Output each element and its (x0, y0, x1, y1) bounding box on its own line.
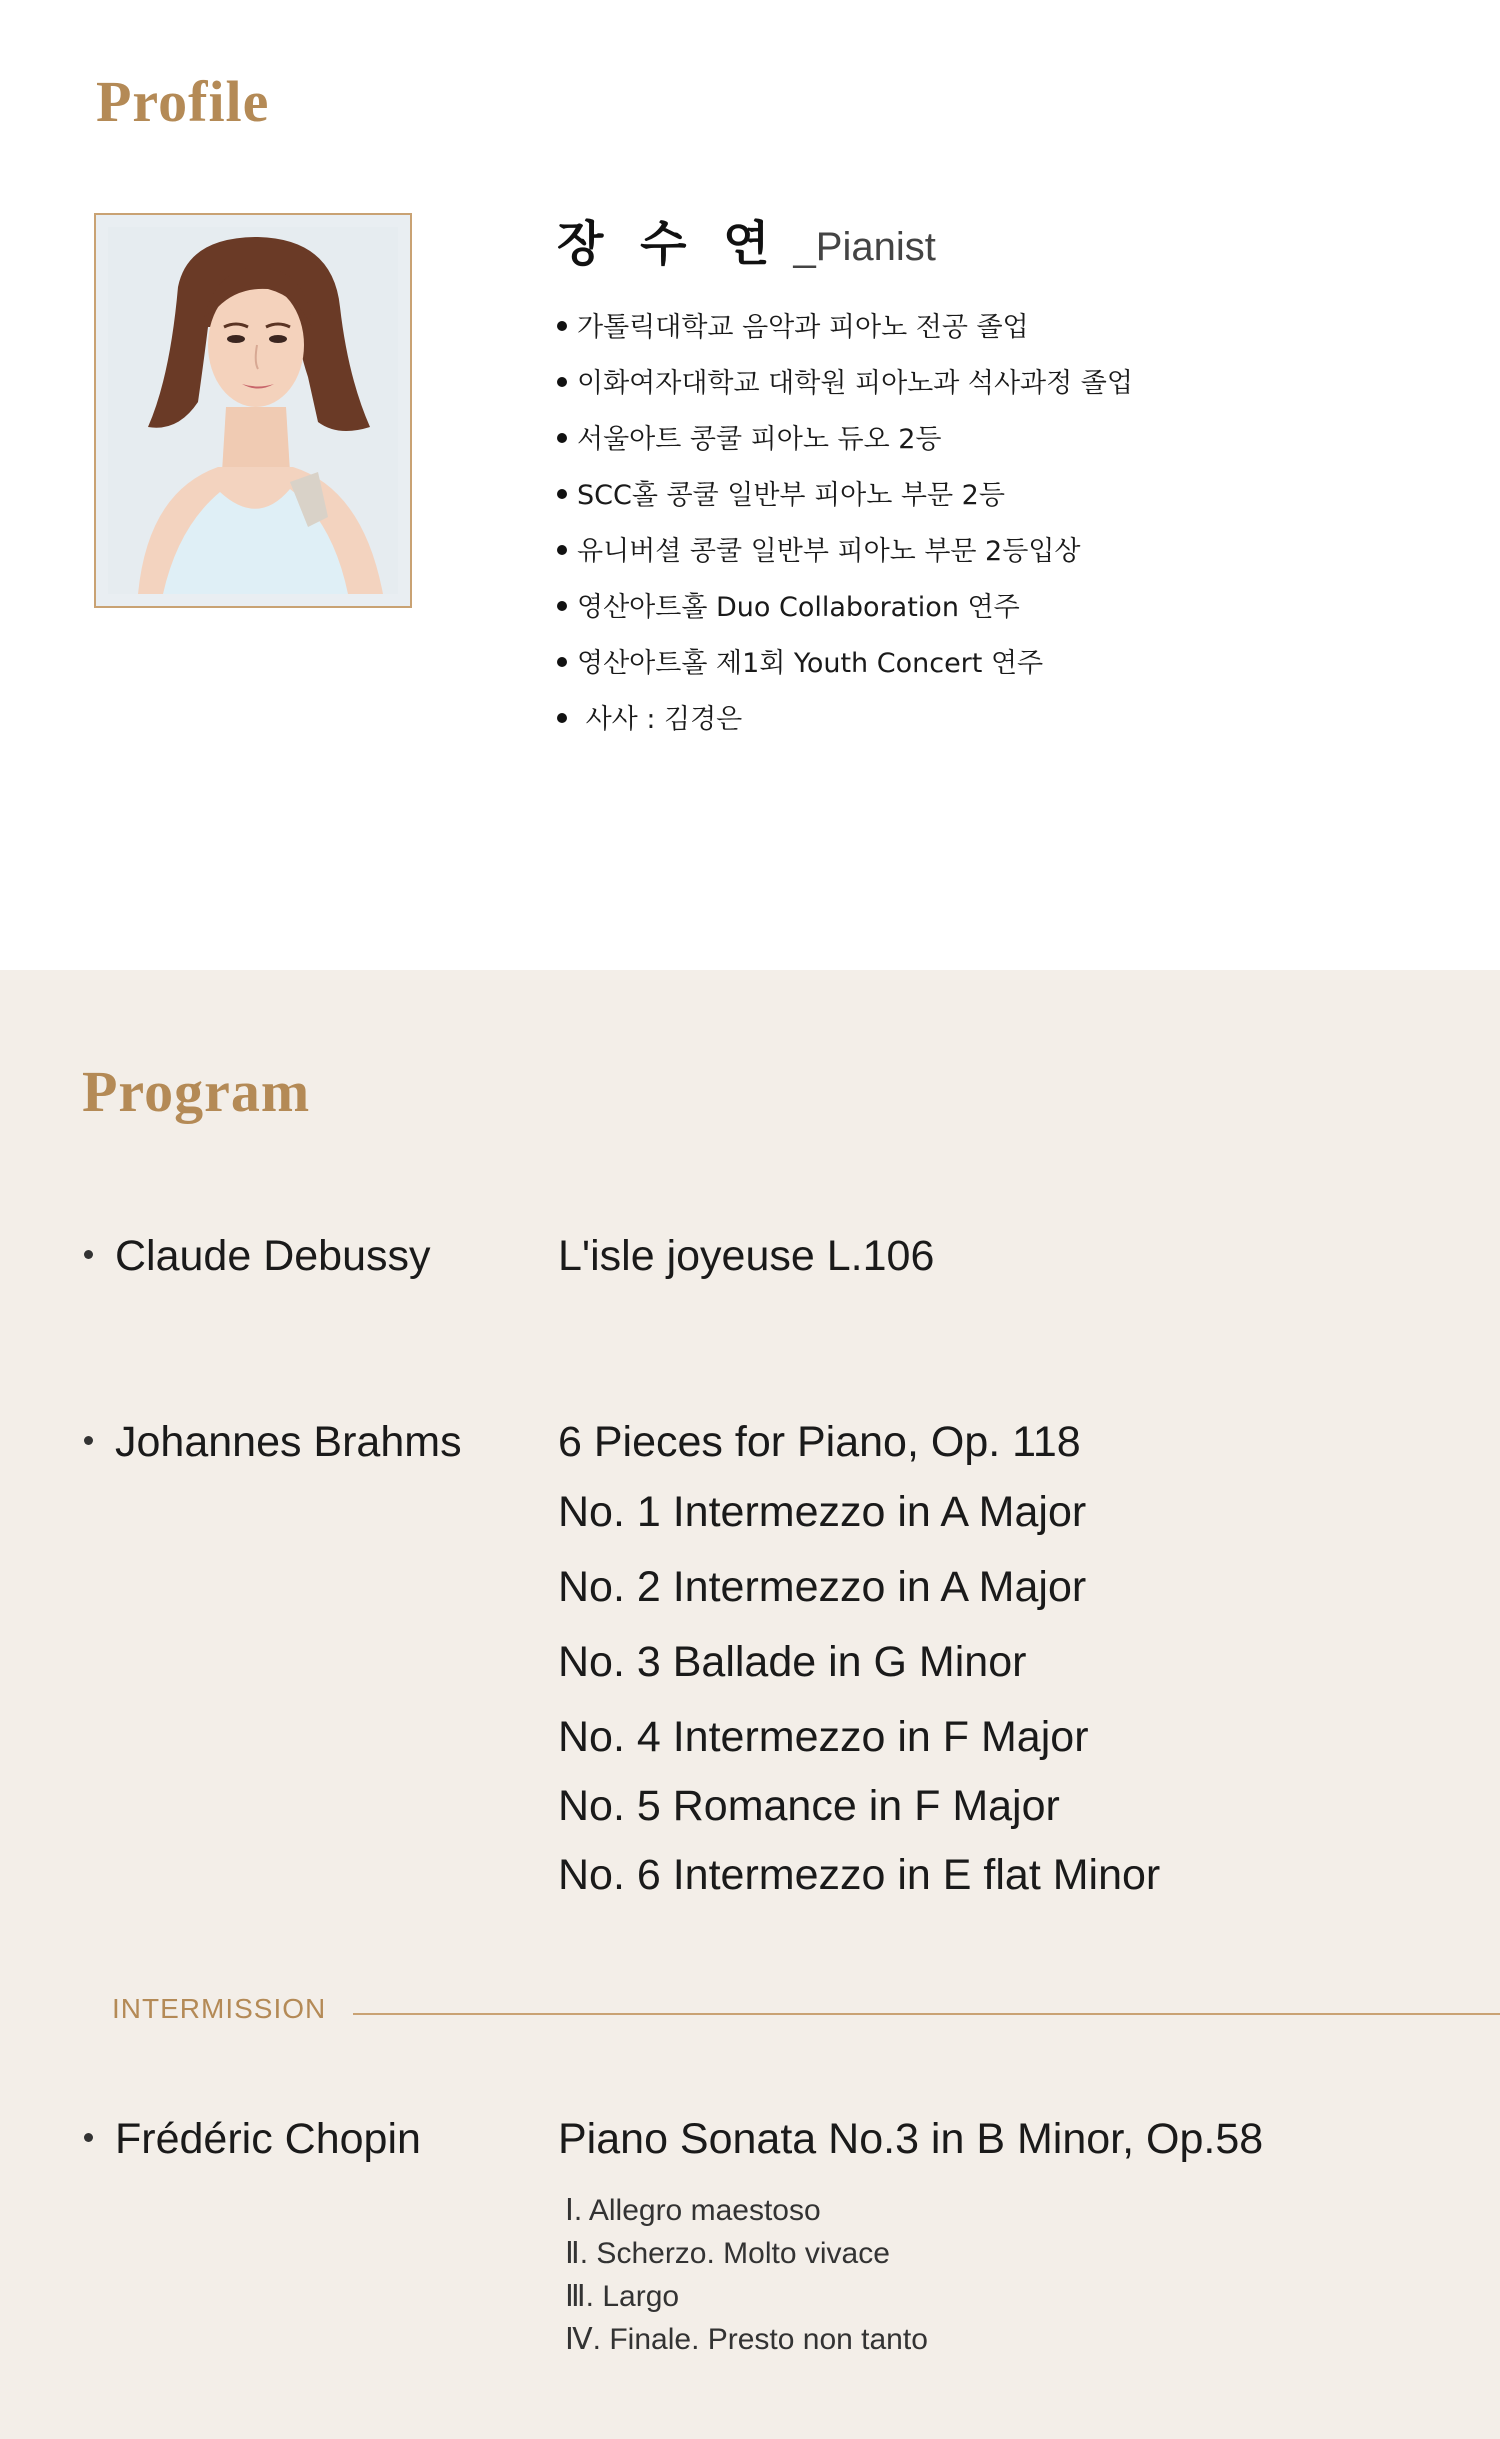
bullet-icon (557, 545, 567, 555)
profile-photo-frame (94, 213, 412, 608)
brahms-piece: No. 6 Intermezzo in E flat Minor (558, 1851, 1161, 1899)
composer-name: Claude Debussy (115, 1232, 431, 1280)
intermission-label: INTERMISSION (112, 1993, 327, 2024)
brahms-piece: No. 2 Intermezzo in A Major (558, 1563, 1087, 1611)
program-section (0, 970, 1500, 2439)
pianist-name-row (557, 205, 936, 274)
bio-text: 유니버셜 콩쿨 일반부 피아노 부문 2등입상 (577, 536, 1081, 567)
bio-item (557, 412, 1133, 468)
composer-name: Johannes Brahms (115, 1418, 462, 1466)
bullet-icon (557, 489, 567, 499)
bio-item (557, 692, 1133, 748)
bio-text: 가톨릭대학교 음악과 피아노 전공 졸업 (577, 312, 1029, 343)
brahms-piece: No. 5 Romance in F Major (558, 1782, 1060, 1830)
profile-photo (108, 227, 398, 594)
bullet-icon (557, 713, 567, 723)
bio-item (557, 636, 1133, 692)
brahms-piece: No. 3 Ballade in G Minor (558, 1638, 1027, 1686)
pianist-name: 장 수 연 (557, 216, 780, 272)
bio-item (557, 300, 1133, 356)
bullet-icon (557, 657, 567, 667)
brahms-piece: No. 1 Intermezzo in A Major (558, 1488, 1087, 1536)
bio-list (557, 300, 1133, 748)
work-chopin: Piano Sonata No.3 in B Minor, Op.58 (558, 2115, 1264, 2163)
brahms-piece: No. 4 Intermezzo in F Major (558, 1713, 1089, 1761)
bullet-icon (557, 377, 567, 387)
bio-item (557, 468, 1133, 524)
bio-text: 영산아트홀 제1회 Youth Concert 연주 (577, 648, 1044, 679)
work-debussy: L'isle joyeuse L.106 (558, 1232, 935, 1280)
profile-section (0, 0, 1500, 970)
bio-text: 이화여자대학교 대학원 피아노과 석사과정 졸업 (577, 368, 1133, 399)
bio-text: 사사 : 김경은 (577, 704, 743, 735)
bio-text: 영산아트홀 Duo Collaboration 연주 (577, 592, 1020, 623)
chopin-movement: Ⅳ. Finale. Presto non tanto (565, 2323, 928, 2356)
bio-item (557, 580, 1133, 636)
bio-text: 서울아트 콩쿨 피아노 듀오 2등 (577, 424, 942, 455)
bio-text: SCC홀 콩쿨 일반부 피아노 부문 2등 (577, 480, 1005, 511)
bullet-icon (84, 2133, 93, 2142)
bullet-icon (557, 433, 567, 443)
bio-item (557, 356, 1133, 412)
bullet-icon (557, 601, 567, 611)
composer-brahms (84, 1418, 462, 1467)
bullet-icon (557, 321, 567, 331)
program-title: Program (82, 1059, 311, 1124)
work-brahms: 6 Pieces for Piano, Op. 118 (558, 1418, 1081, 1466)
composer-debussy (84, 1232, 431, 1281)
bio-item (557, 524, 1133, 580)
composer-chopin (84, 2115, 421, 2164)
pianist-portrait-image (108, 227, 398, 594)
bullet-icon (84, 1250, 93, 1259)
profile-title: Profile (96, 69, 270, 134)
chopin-movement: Ⅰ. Allegro maestoso (565, 2194, 821, 2227)
chopin-movement: Ⅲ. Largo (565, 2280, 680, 2313)
pianist-role: _Pianist (793, 225, 936, 269)
chopin-movement: Ⅱ. Scherzo. Molto vivace (565, 2237, 890, 2270)
bullet-icon (84, 1436, 93, 1445)
intermission-divider (353, 2013, 1500, 2015)
composer-name: Frédéric Chopin (115, 2115, 421, 2163)
